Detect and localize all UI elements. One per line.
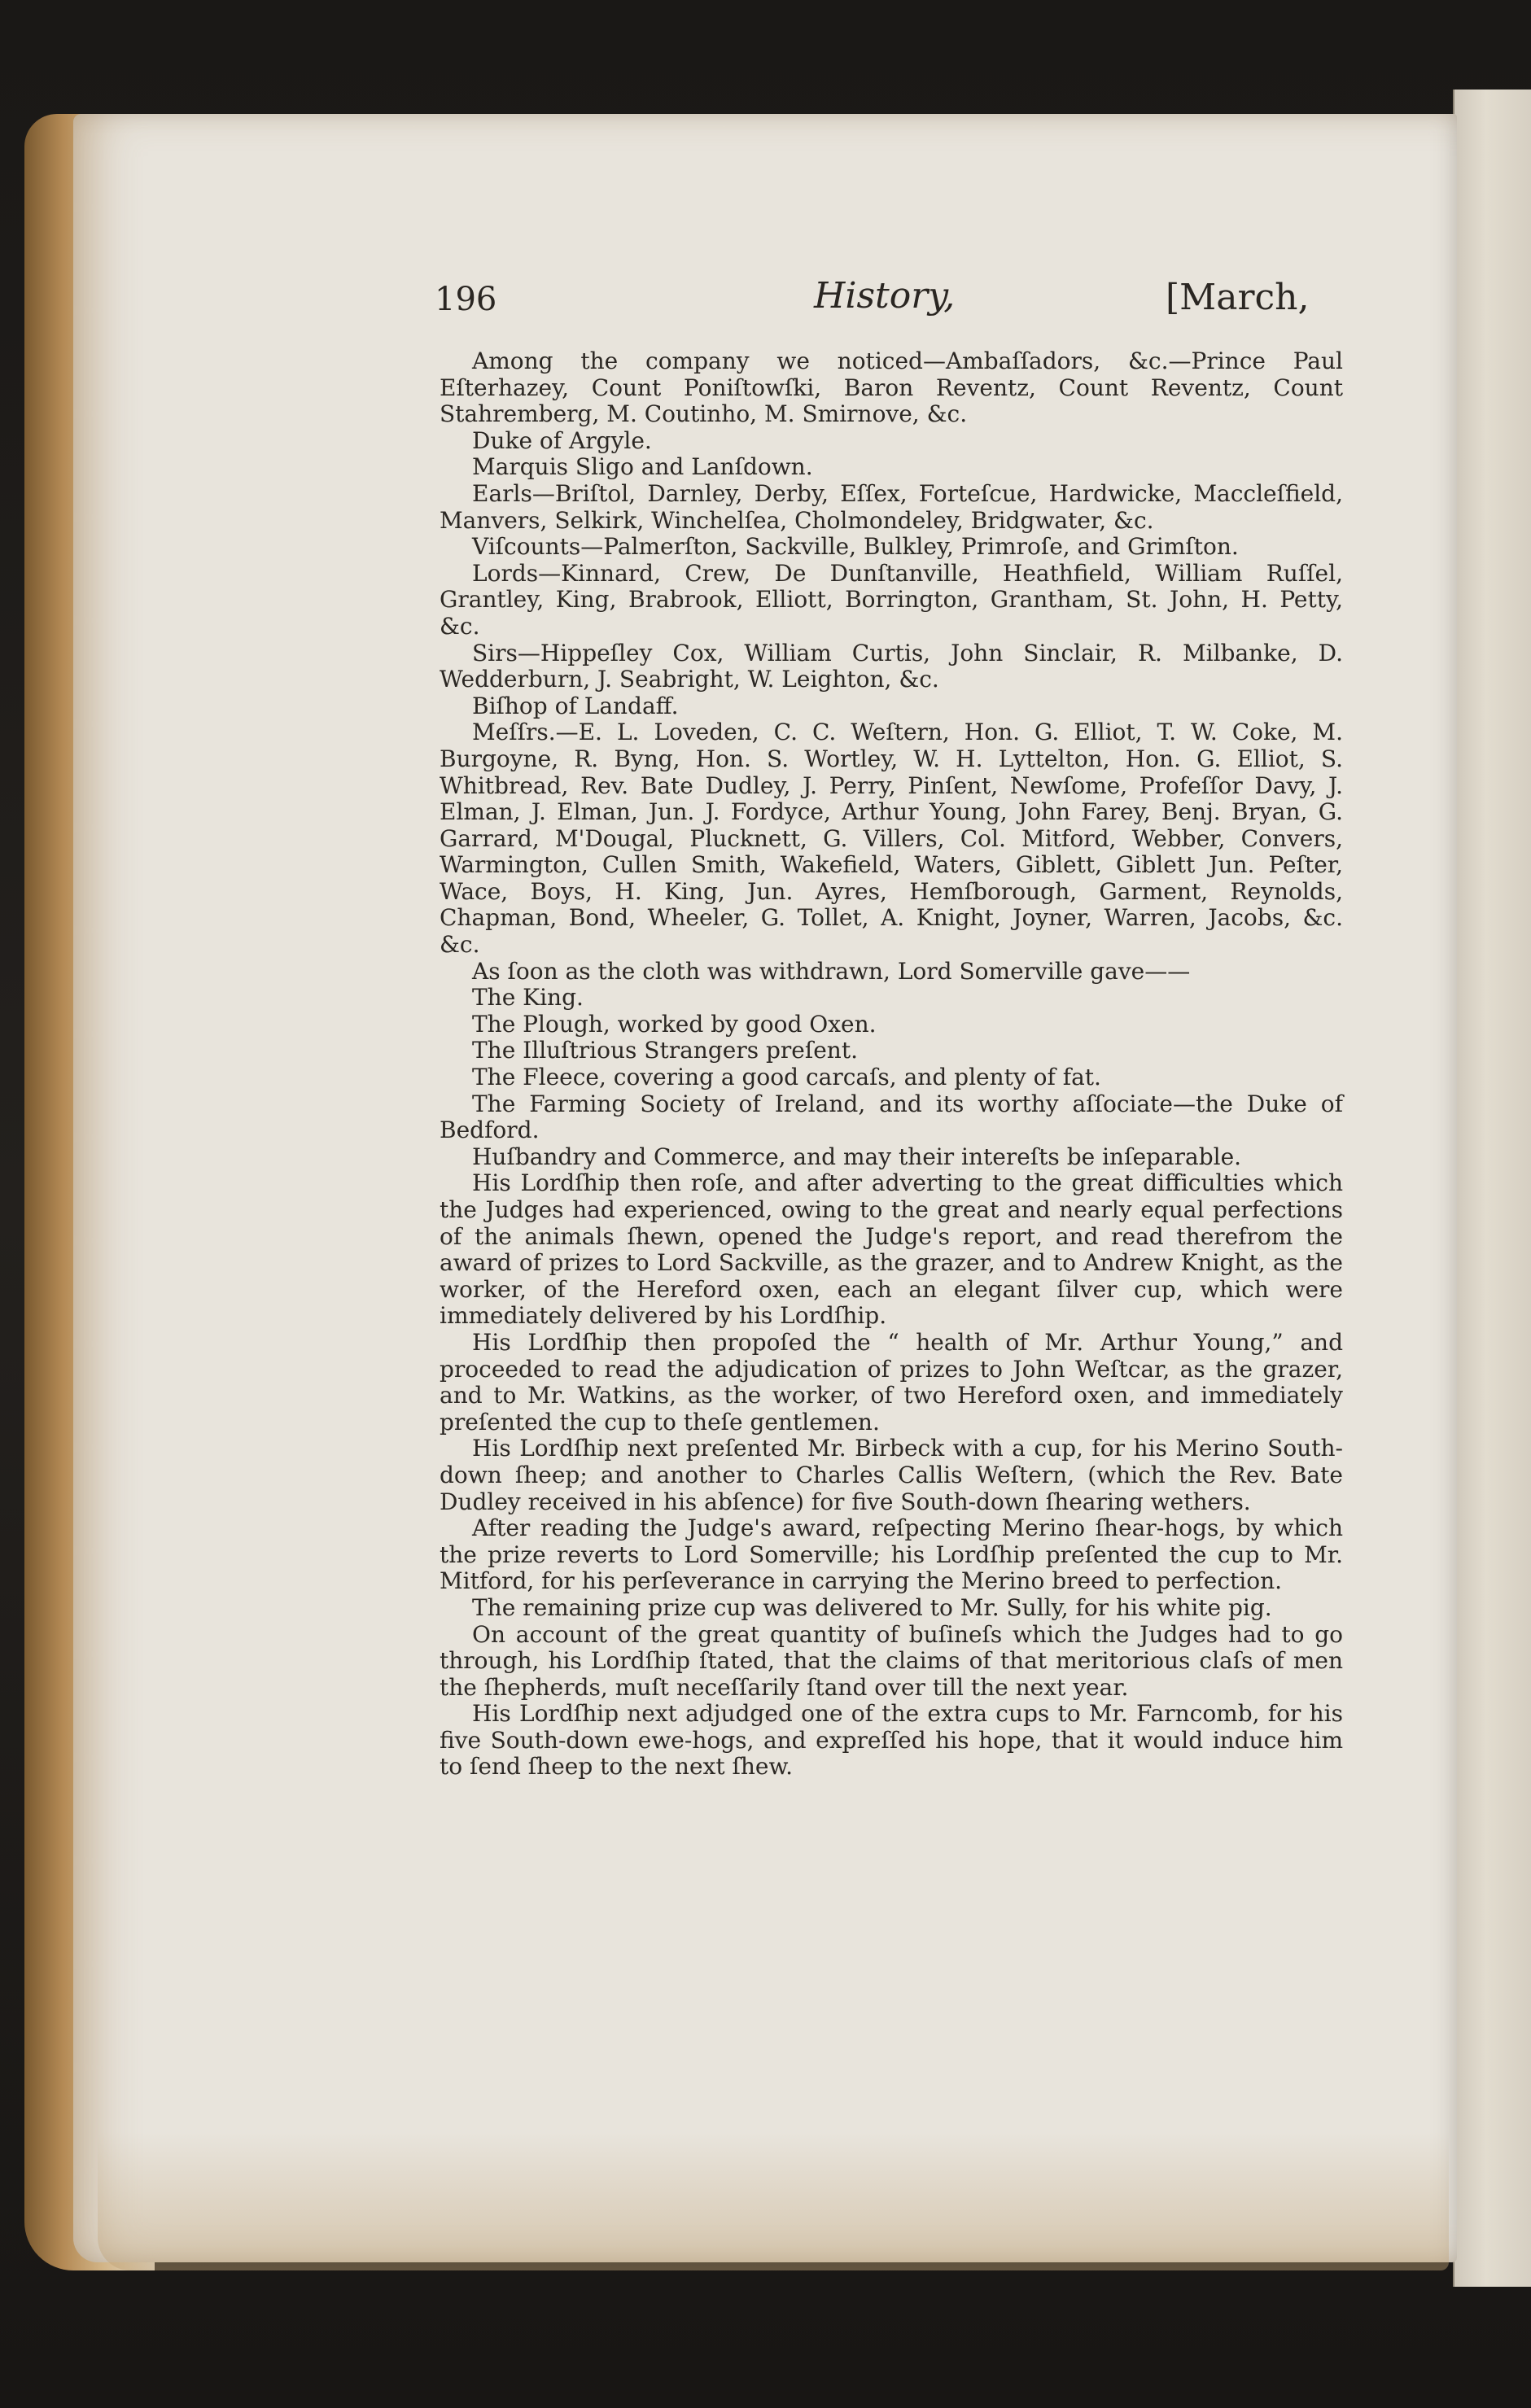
- paragraph: Earls—Briſtol, Darnley, Derby, Eſſex, Forteſcue, Hardwicke, Maccleſfield, Manvers, Selkirk, Winchelſea, Cholmondeley, Bridgwater, &c.: [440, 479, 1343, 534]
- paragraph: Sirs—Hippeſley Cox, William Curtis, John Sinclair, R. Milbanke, D. Wedderburn, J. Seabright, W. Leighton, &c.: [440, 639, 1343, 693]
- paragraph: His Lordſhip then roſe, and after adverting to the great difficulties which the Judges had experienced, owing to the great and nearly equal perfections of the animals ſhewn, opened the Judge's report, and read therefrom the award of prizes to Lord Sackville, as the grazer, and to Andrew Knight, as the worker, of the Hereford oxen, each an elegant ſilver cup, which were immediately delivered by his Lordſhip.: [440, 1169, 1343, 1330]
- paragraph: His Lordſhip next adjudged one of the extra cups to Mr. Farncomb, for his five South-down ewe-hogs, and expreſſed his hope, that it would induce him to ſend ſheep to the next ſhew.: [440, 1700, 1343, 1781]
- paragraph: His Lordſhip next preſented Mr. Birbeck with a cup, for his Merino South-down ſheep; and another to Charles Callis Weſtern, (which the Rev. Bate Dudley received in his abſence) for five South-down ſhearing wethers.: [440, 1435, 1343, 1515]
- section-title: History,: [814, 275, 956, 317]
- page-number: 196: [435, 281, 497, 318]
- page-stain: [98, 2132, 1449, 2270]
- paragraph: The Fleece, covering a good carcaſs, and plenty of fat.: [472, 1064, 1101, 1091]
- paragraph: The Illuſtrious Strangers preſent.: [472, 1037, 858, 1064]
- paragraph: The remaining prize cup was delivered to Mr. Sully, for his white pig.: [472, 1593, 1272, 1621]
- paragraph: The Plough, worked by good Oxen.: [472, 1010, 877, 1038]
- paragraph: The King.: [472, 984, 584, 1012]
- paragraph: Meſſrs.—E. L. Loveden, C. C. Weſtern, Hon. G. Elliot, T. W. Coke, M. Burgoyne, R. Byng, Hon. S. Wortley, W. H. Lyttelton, Hon. G. Elliot, S. Whitbread, Rev. Bate Dudley, J. Perry, Pinſent, Newſome, Profeſſor Davy, J. Elman, J. Elman, Jun. J. Fordyce, Arthur Young, John Farey, Benj. Bryan, G. Garrard, M'Dougal, Plucknett, G. Villers, Col. Mitford, Webber, Convers, Warmington, Cullen Smith, Wakefield, Waters, Giblett, Giblett Jun. Peſter, Wace, Boys, H. King, Jun. Ayres, Hemſborough, Garment, Reynolds, Chapman, Bond, Wheeler, G. Tollet, A. Knight, Joyner, Warren, Jacobs, &c. &c.: [440, 719, 1343, 959]
- paragraph: After reading the Judge's award, reſpecting Merino ſhear-hogs, by which the prize reverts to Lord Somerville; his Lordſhip preſented the cup to Mr. Mitford, for his perſeverance in carrying the Merino breed to perfection.: [440, 1514, 1343, 1595]
- paragraph: The Farming Society of Ireland, and its worthy aſſociate—the Duke of Bedford.: [440, 1090, 1343, 1144]
- paragraph: Among the company we noticed—Ambaſſadors, &c.—Prince Paul Eſterhazey, Count Poniſtowſki, Baron Reventz, Count Reventz, Count Stahremberg, M. Coutinho, M. Smirnove, &c.: [440, 347, 1343, 428]
- page-body: [440, 348, 1343, 1781]
- paragraph: As ſoon as the cloth was withdrawn, Lord Somerville gave——: [472, 957, 1191, 985]
- facing-page-edge: [1453, 90, 1531, 2287]
- paragraph: Huſbandry and Commerce, and may their intereſts be inſeparable.: [472, 1143, 1242, 1170]
- paragraph: Marquis Sligo and Lanſdown.: [472, 453, 813, 481]
- paragraph: His Lordſhip then propoſed the “ health of Mr. Arthur Young,” and proceeded to read the adjudication of prizes to John Weſtcar, as the grazer, and to Mr. Watkins, as the worker, of two Hereford oxen, and immediately preſented the cup to theſe gentlemen.: [440, 1328, 1343, 1436]
- paragraph: On account of the great quantity of buſineſs which the Judges had to go through, his Lordſhip ſtated, that the claims of that meritorious claſs of men the ſhepherds, muſt neceſſarily ſtand over till the next year.: [440, 1620, 1343, 1701]
- paragraph: Lords—Kinnard, Crew, De Dunſtanville, Heathfield, William Ruſſel, Grantley, King, Brabrook, Elliott, Borrington, Grantham, St. John, H. Petty, &c.: [440, 559, 1343, 640]
- paragraph: Viſcounts—Palmerſton, Sackville, Bulkley, Primroſe, and Grimſton.: [472, 533, 1239, 561]
- paragraph: Duke of Argyle.: [472, 426, 652, 454]
- paragraph: Biſhop of Landaff.: [472, 692, 679, 719]
- month-label: [March,: [1166, 277, 1310, 318]
